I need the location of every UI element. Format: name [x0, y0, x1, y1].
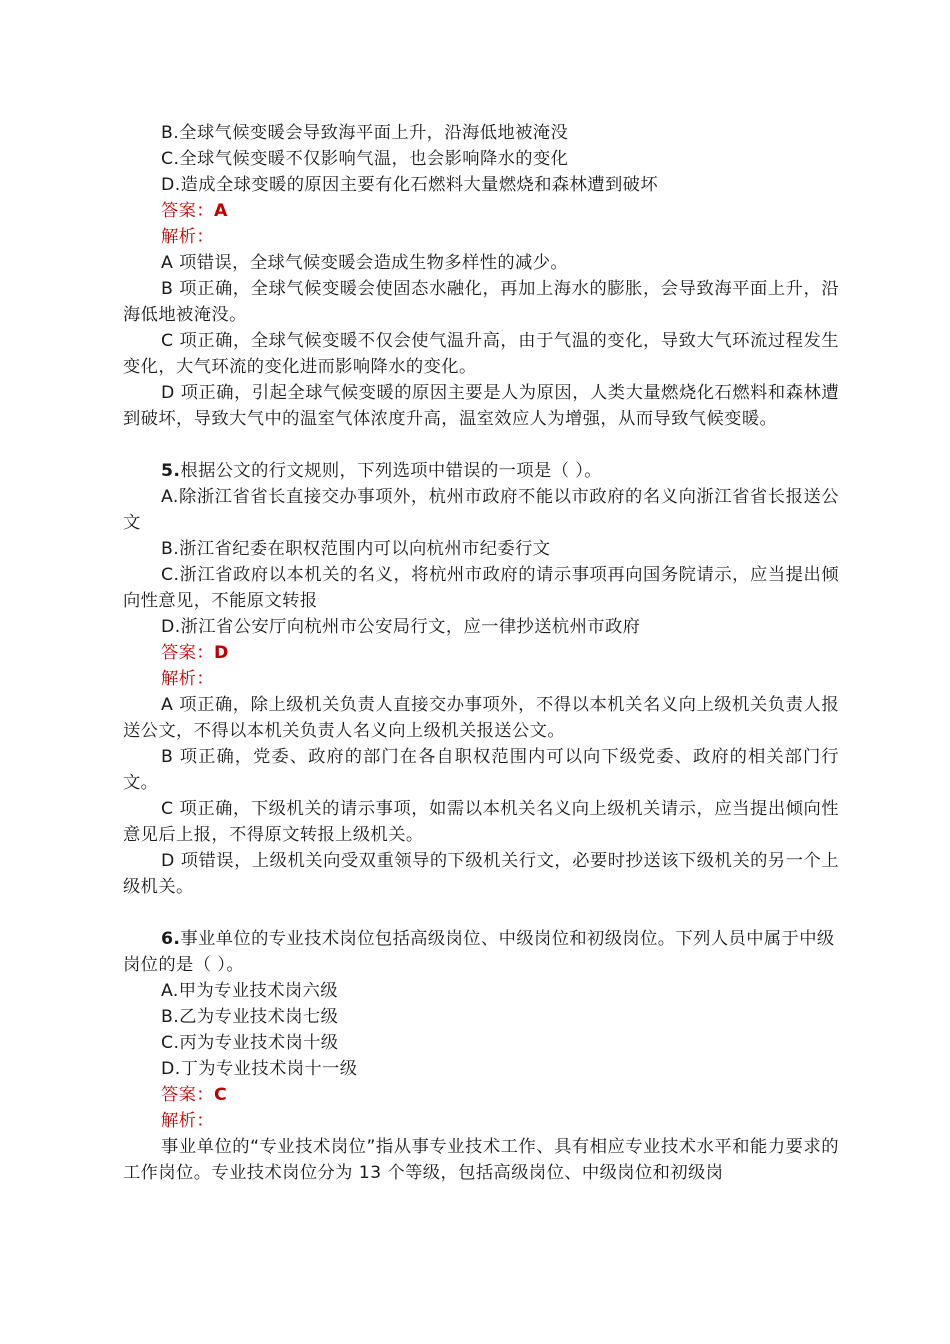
- answer-label: 答案：: [161, 201, 215, 221]
- option-c: C.丙为专业技术岗十级: [161, 1033, 339, 1053]
- option-d: D.丁为专业技术岗十一级: [161, 1059, 358, 1079]
- option-d: D.造成全球变暖的原因主要有化石燃料大量燃烧和森林遭到破坏: [161, 175, 658, 195]
- option-a: A.除浙江省省长直接交办事项外，杭州市政府不能以市政府的名义向浙江省省长报送公文: [123, 487, 839, 533]
- document-page: [123, 120, 839, 1186]
- option-c: C.浙江省政府以本机关的名义，将杭州市政府的请示事项再向国务院请示，应当提出倾向性意见，不能原文转报: [123, 565, 839, 611]
- option-d: D.浙江省公安厅向杭州市公安局行文，应一律抄送杭州市政府: [161, 617, 641, 637]
- explanation-paragraph: 事业单位的“专业技术岗位”指从事专业技术工作、具有相应专业技术水平和能力要求的工作岗位。专业技术岗位分为 13 个等级，包括高级岗位、中级岗位和初级岗: [123, 1137, 839, 1183]
- explanation-label: 解析：: [161, 669, 215, 689]
- answer-label: 答案：: [161, 643, 215, 663]
- explanation-paragraph: A 项错误，全球气候变暖会造成生物多样性的减少。: [161, 253, 569, 273]
- explanation-paragraph: A 项正确，除上级机关负责人直接交办事项外，不得以本机关名义向上级机关负责人报送公文，不得以本机关负责人名义向上级机关报送公文。: [123, 695, 839, 741]
- option-c: C.全球气候变暖不仅影响气温，也会影响降水的变化: [161, 149, 569, 169]
- option-b: B.乙为专业技术岗七级: [161, 1007, 339, 1027]
- spacer: [123, 900, 839, 926]
- answer-value: A: [214, 201, 228, 221]
- option-a: A.甲为专业技术岗六级: [161, 981, 338, 1001]
- explanation-label: 解析：: [161, 1111, 215, 1131]
- answer-line: [123, 198, 839, 224]
- explanation-paragraph: B 项正确，全球气候变暖会使固态水融化，再加上海水的膨胀，会导致海平面上升，沿海低地被淹没。: [123, 279, 839, 325]
- question-stem: [123, 926, 839, 978]
- answer-line: [123, 640, 839, 666]
- explanation-paragraph: C 项正确，下级机关的请示事项，如需以本机关名义向上级机关请示，应当提出倾向性意见后上报，不得原文转报上级机关。: [123, 799, 839, 845]
- explanation-paragraph: D 项错误，上级机关向受双重领导的下级机关行文，必要时抄送该下级机关的另一个上级机关。: [123, 851, 839, 897]
- spacer: [123, 432, 839, 458]
- explanation-paragraph: D 项正确，引起全球气候变暖的原因主要是人为原因，人类大量燃烧化石燃料和森林遭到破坏，导致大气中的温室气体浓度升高，温室效应人为增强，从而导致气候变暖。: [123, 383, 839, 429]
- question-text: 根据公文的行文规则，下列选项中错误的一项是（ ）。: [180, 461, 602, 481]
- question-number: 6.: [161, 929, 181, 949]
- question-stem: [123, 458, 839, 484]
- answer-line: [123, 1082, 839, 1108]
- answer-value: D: [214, 643, 229, 663]
- explanation-paragraph: B 项正确，党委、政府的部门在各自职权范围内可以向下级党委、政府的相关部门行文。: [123, 747, 839, 793]
- explanation-paragraph: C 项正确，全球气候变暖不仅会使气温升高，由于气温的变化，导致大气环流过程发生变化，大气环流的变化进而影响降水的变化。: [123, 331, 839, 377]
- option-b: B.浙江省纪委在职权范围内可以向杭州市纪委行文: [161, 539, 551, 559]
- option-b: B.全球气候变暖会导致海平面上升，沿海低地被淹没: [161, 123, 569, 143]
- answer-value: C: [214, 1085, 228, 1105]
- explanation-label: 解析：: [161, 227, 215, 247]
- answer-label: 答案：: [161, 1085, 215, 1105]
- question-number: 5.: [161, 461, 181, 481]
- question-text: 事业单位的专业技术岗位包括高级岗位、中级岗位和初级岗位。下列人员中属于中级岗位的是（ ）。: [123, 929, 835, 975]
